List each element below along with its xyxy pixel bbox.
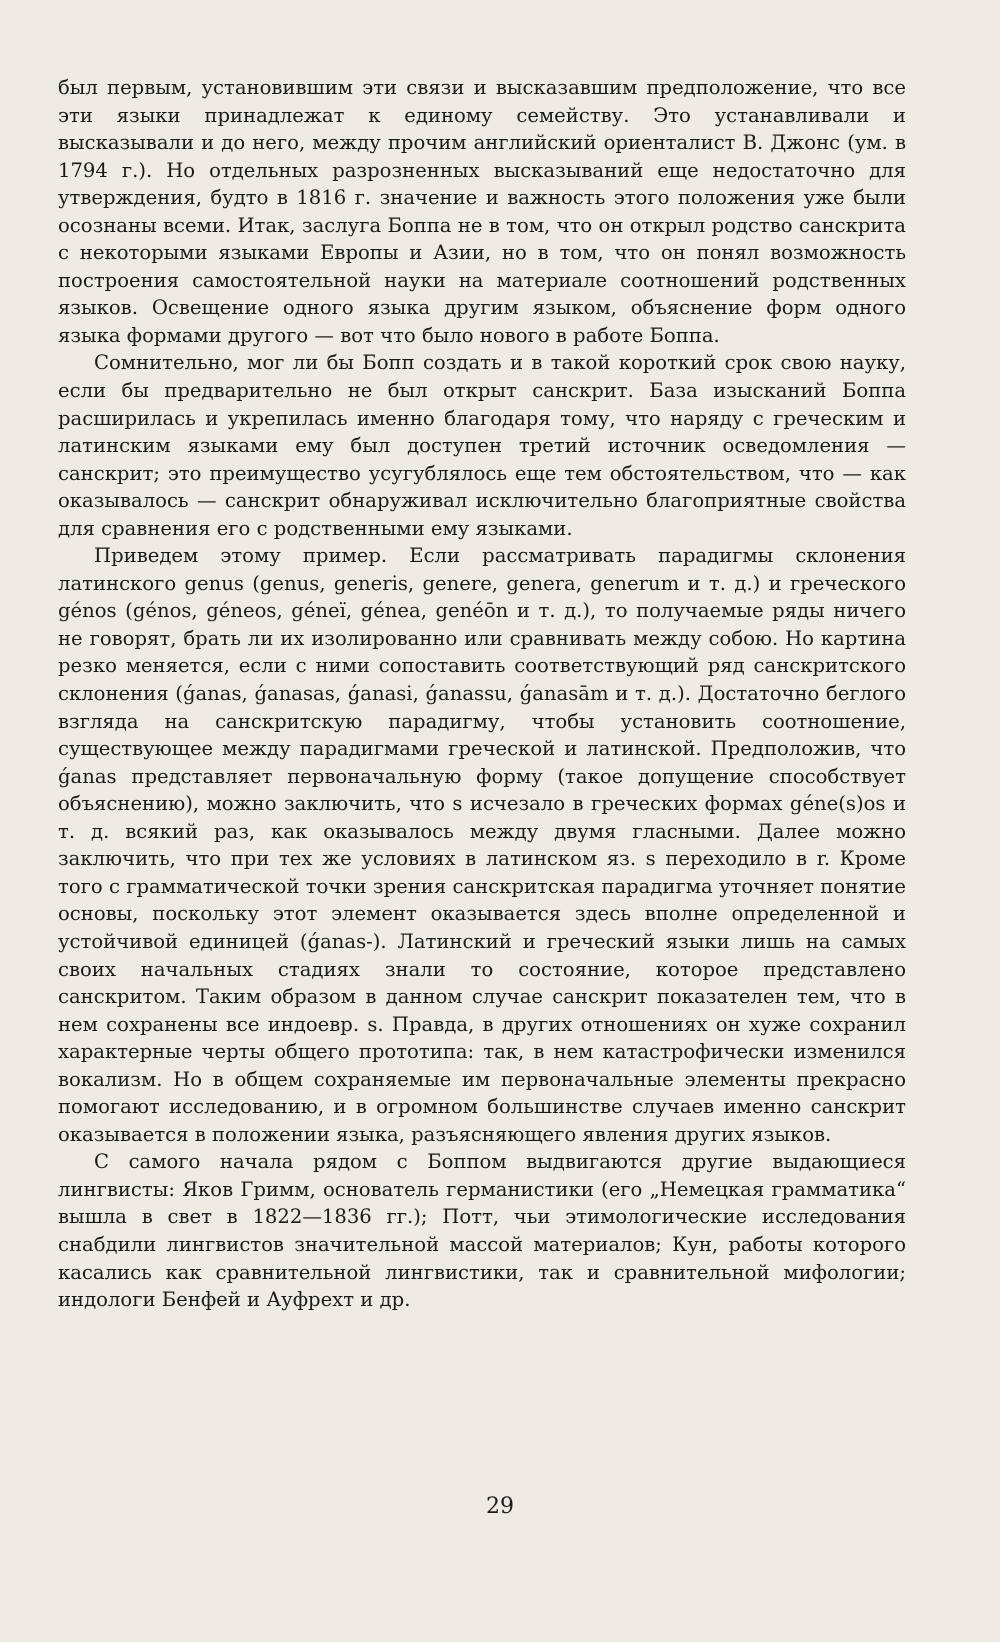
paragraph-4: С самого начала рядом с Боппом выдвигаются другие выдающиеся лингвисты: Яков Гримм, основатель германистики (его „Немецкая грамматика“ вышла в свет в 1822—1836 гг.); Потт, чьи этимологические исследования снабдили лингвистов значительной массой материалов; Кун, работы которого касались как сравнительной лингвистики, так и сравнительной мифологии; индологи Бенфей и Ауфрехт и др. — [58, 1150, 906, 1312]
paragraph-1: был первым, установившим эти связи и высказавшим предположение, что все эти языки принадлежат к единому семейству. Это устанавливали и высказывали и до него, между прочим английский ориенталист В. Джонс (ум. в 1794 г.). Но отдельных разрозненных высказываний еще недостаточно для утверждения, будто в 1816 г. значение и важность этого положения уже были осознаны всеми. Итак, заслуга Боппа не в том, что он открыл родство санскрита с некоторыми языками Европы и Азии, но в том, что он понял возможность построения самостоятельной науки на материале соотношений родственных языков. Освещение одного языка другим языком, объяснение форм одного языка формами другого — вот что было нового в работе Боппа. — [58, 76, 906, 347]
page-number: 29 — [486, 1494, 514, 1519]
paragraph-3: Приведем этому пример. Если рассматривать парадигмы склонения латинского genus (genus, generis, genere, genera, generum и т. д.) и греческого génos (génos, géneos, géneï, génea, genéōn и т. д.), то получаемые ряды ничего не говорят, брать ли их изолированно или сравнивать между собою. Но картина резко меняется, если с ними сопоставить соответствующий ряд санскритского склонения (ǵanas, ǵanasas, ǵanasi, ǵanassu, ǵanasām и т. д.). Достаточно беглого взгляда на санскритскую парадигму, чтобы установить соотношение, существующее между парадигмами греческой и латинской. Предположив, что ǵanas представляет первоначальную форму (такое допущение способствует объяснению), можно заключить, что s исчезало в греческих формах géne(s)os и т. д. всякий раз, как оказывалось между двумя гласными. Далее можно заключить, что при тех же условиях в латинском яз. s переходило в r. Кроме того с грамматической точки зрения санскритская парадигма уточняет понятие основы, поскольку этот элемент оказывается здесь вполне определенной и устойчивой единицей (ǵanas-). Латинский и греческий языки лишь на самых своих начальных стадиях знали то состояние, которое представлено санскритом. Таким образом в данном случае санскрит показателен тем, что в нем сохранены все индоевр. s. Правда, в других отношениях он хуже сохранил характерные черты общего прототипа: так, в нем катастрофически изменился вокализм. Но в общем сохраняемые им первоначальные элементы прекрасно помогают исследованию, и в огромном большинстве случаев именно санскрит оказывается в положении языка, разъясняющего явления других языков. — [58, 544, 906, 1146]
body-text — [58, 74, 906, 1314]
paragraph-2: Сомнительно, мог ли бы Бопп создать и в такой короткий срок свою науку, если бы предварительно не был открыт санскрит. База изысканий Боппа расширилась и укрепилась именно благодаря тому, что наряду с греческим и латинским языками ему был доступен третий источник осведомления — санскрит; это преимущество усугублялось еще тем обстоятельством, что — как оказывалось — санскрит обнаруживал исключительно благоприятные свойства для сравнения его с родственными ему языками. — [58, 351, 906, 540]
